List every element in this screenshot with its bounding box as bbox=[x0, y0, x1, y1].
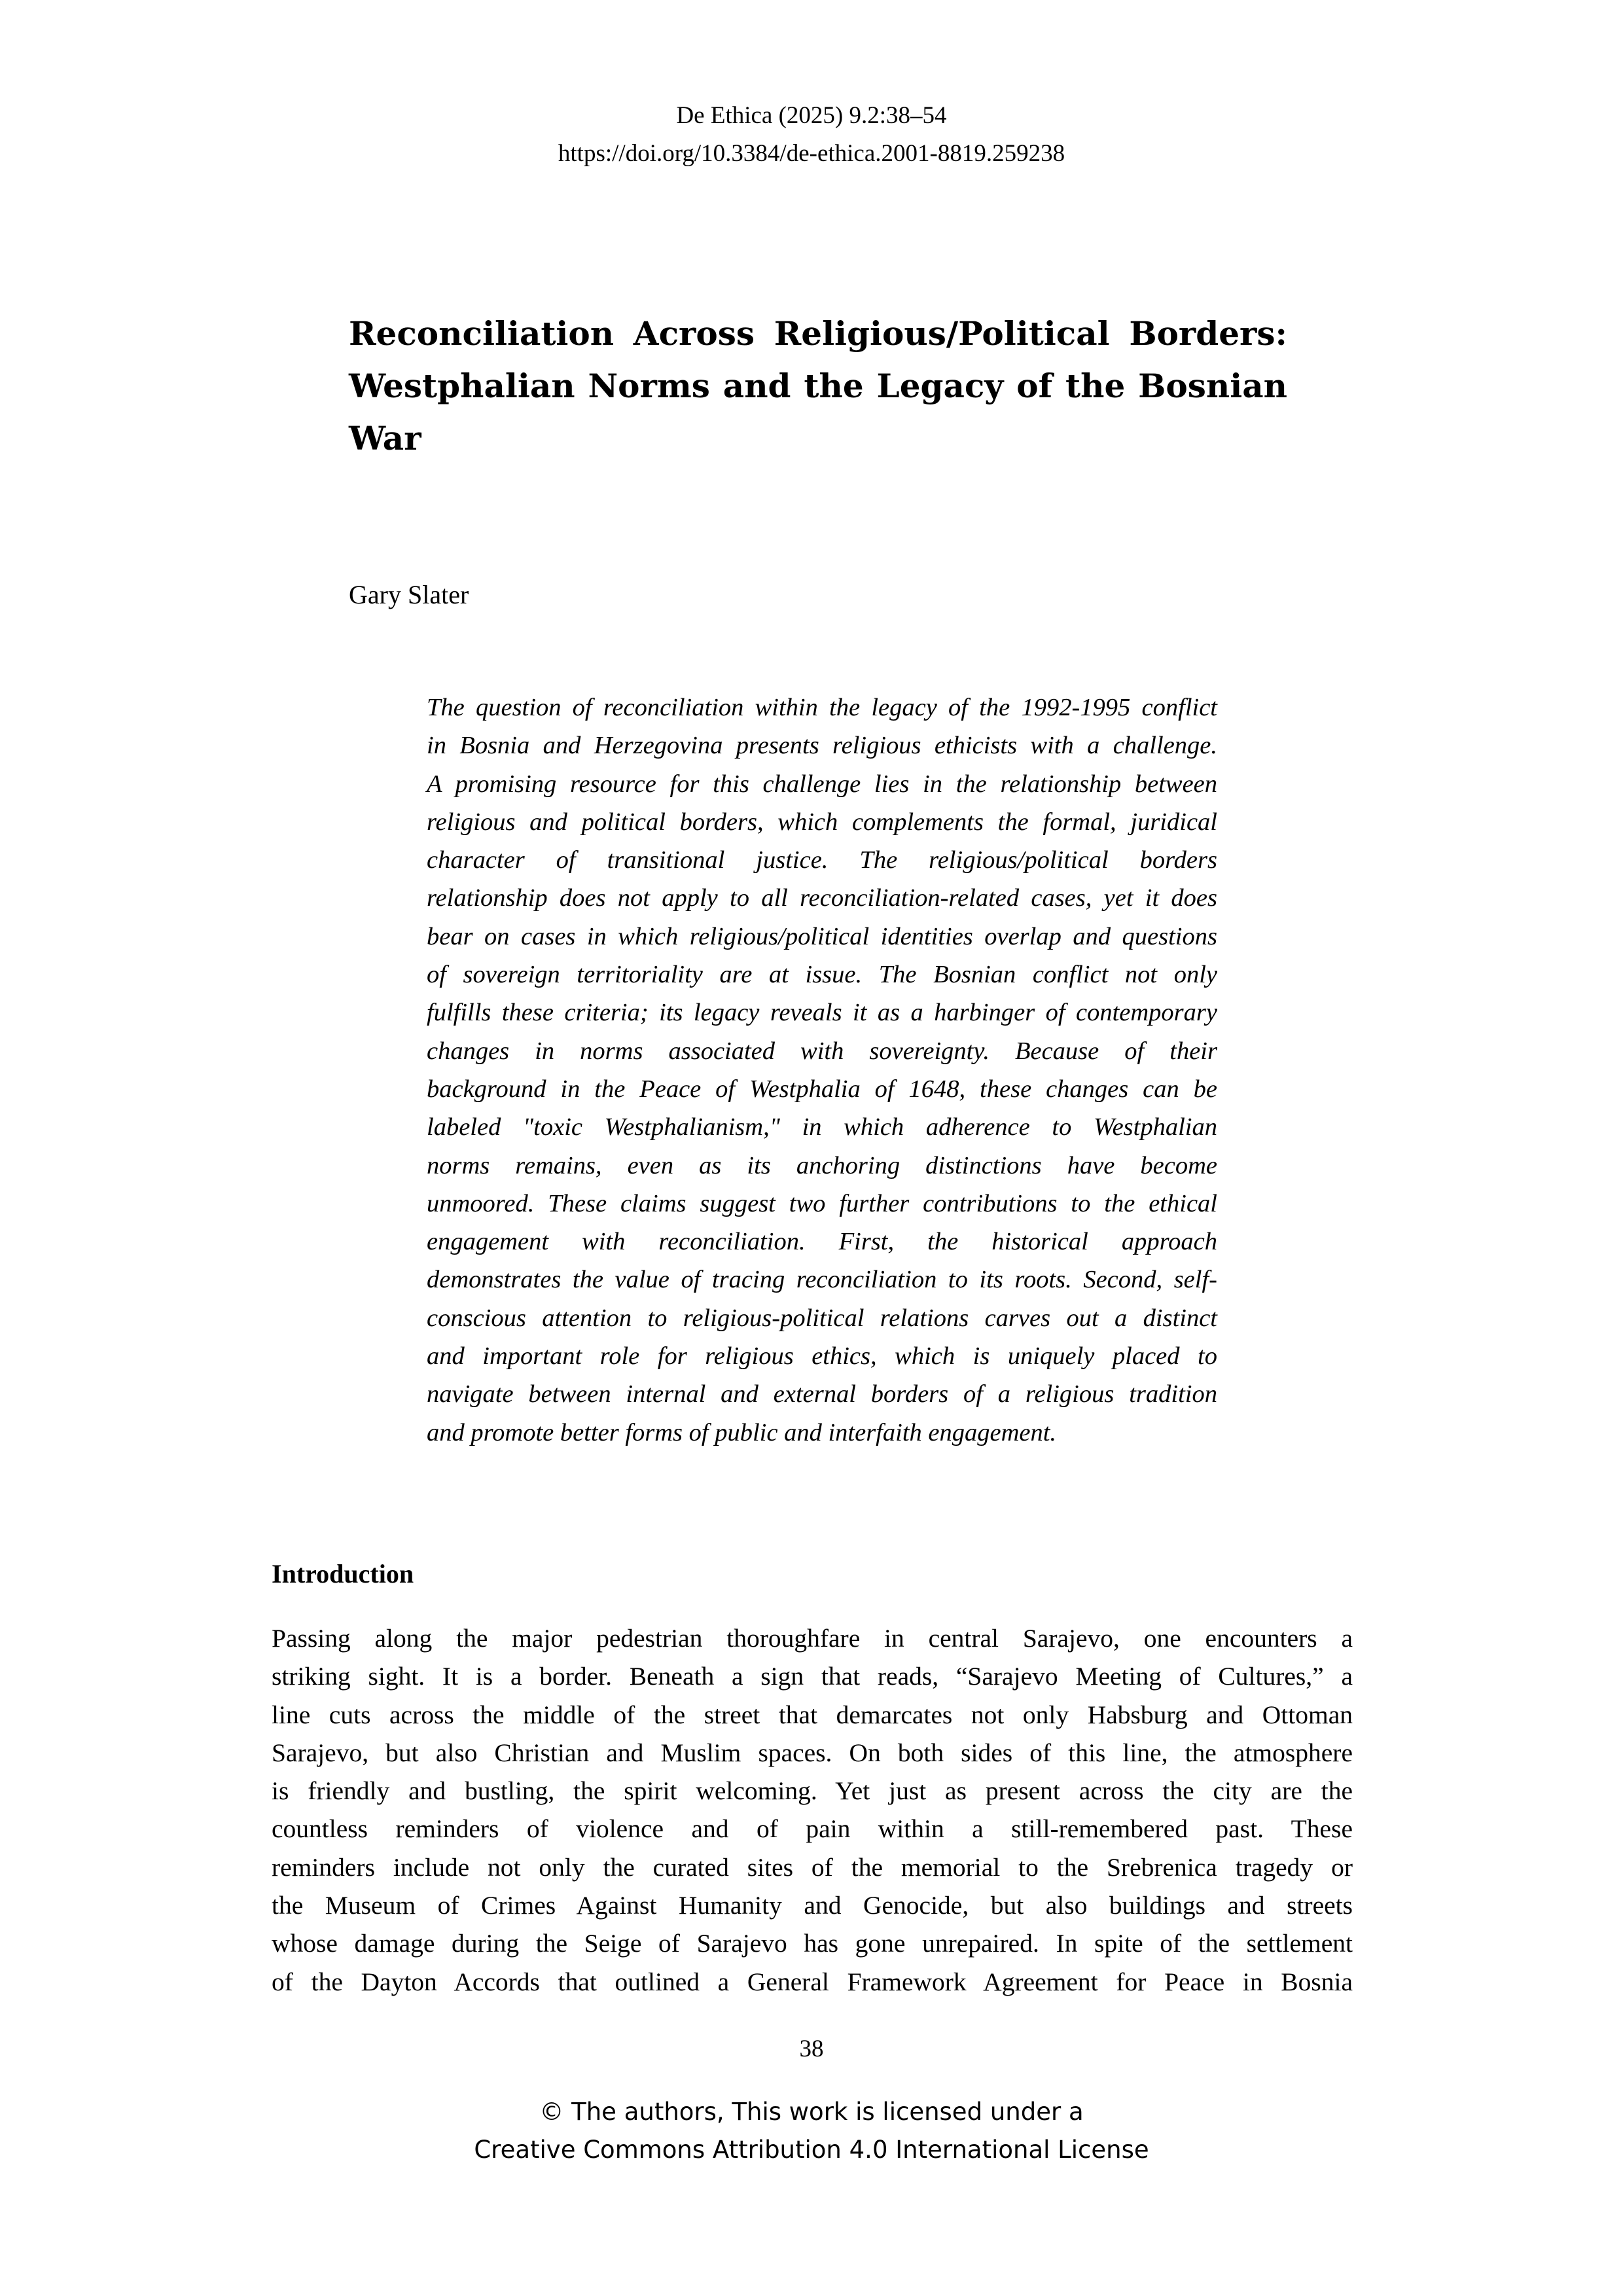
body-line: reminders include not only the curated sites of the memorial to the Srebrenica tragedy or bbox=[272, 1852, 1353, 1882]
abstract bbox=[427, 689, 1217, 1452]
abstract-line: relationship does not apply to all reconciliation-related cases, yet it does bbox=[427, 884, 1217, 912]
doi-link[interactable]: https://doi.org/10.3384/de-ethica.2001-8819.259238 bbox=[558, 140, 1065, 167]
running-header bbox=[0, 97, 1623, 173]
title-line: Reconciliation Across Religious/Political Borders: bbox=[349, 314, 1287, 353]
abstract-line: changes in norms associated with sovereignty. Because of their bbox=[427, 1037, 1217, 1065]
abstract-line: engagement with reconciliation. First, the historical approach bbox=[427, 1228, 1217, 1256]
abstract-line: conscious attention to religious-political relations carves out a distinct bbox=[427, 1304, 1217, 1332]
abstract-line: unmoored. These claims suggest two further contributions to the ethical bbox=[427, 1189, 1217, 1217]
page-number: 38 bbox=[799, 2036, 824, 2062]
body-line: whose damage during the Seige of Sarajevo has gone unrepaired. In spite of the settlement bbox=[272, 1929, 1353, 1958]
article-title bbox=[349, 308, 1287, 465]
abstract-line: and important role for religious ethics, which is uniquely placed to bbox=[427, 1342, 1217, 1371]
body-line: of the Dayton Accords that outlined a General Framework Agreement for Peace in Bosnia bbox=[272, 1967, 1353, 1996]
abstract-line: bear on cases in which religious/political identities overlap and questions bbox=[427, 922, 1217, 950]
abstract-line: labeled "toxic Westphalianism," in which adherence to Westphalian bbox=[427, 1113, 1217, 1141]
body-line: is friendly and bustling, the spirit welcoming. Yet just as present across the city are the bbox=[272, 1776, 1353, 1806]
author-name: Gary Slater bbox=[349, 580, 469, 609]
body-line: countless reminders of violence and of pain within a still-remembered past. These bbox=[272, 1814, 1353, 1844]
license-notice bbox=[0, 2093, 1623, 2169]
introduction-body bbox=[272, 1619, 1353, 2001]
abstract-line: norms remains, even as its anchoring distinctions have become bbox=[427, 1151, 1217, 1179]
abstract-line: background in the Peace of Westphalia of 1648, these changes can be bbox=[427, 1075, 1217, 1103]
abstract-line: The question of reconciliation within the legacy of the 1992-1995 conflict bbox=[427, 694, 1217, 721]
abstract-line: religious and political borders, which complements the formal, juridical bbox=[427, 808, 1217, 836]
title-line: War bbox=[349, 419, 421, 457]
journal-citation: De Ethica (2025) 9.2:38–54 bbox=[676, 102, 947, 129]
abstract-line: navigate between internal and external borders of a religious tradition bbox=[427, 1380, 1217, 1408]
title-line: Westphalian Norms and the Legacy of the Bosnian bbox=[349, 367, 1287, 405]
abstract-line: of sovereign territoriality are at issue. The Bosnian conflict not only bbox=[427, 961, 1217, 989]
body-line: line cuts across the middle of the street that demarcates not only Habsburg and Ottoman bbox=[272, 1700, 1353, 1729]
abstract-line: character of transitional justice. The religious/political borders bbox=[427, 846, 1217, 874]
section-heading-introduction: Introduction bbox=[272, 1559, 414, 1588]
body-line: striking sight. It is a border. Beneath a sign that reads, “Sarajevo Meeting of Cultures,” a bbox=[272, 1662, 1353, 1691]
abstract-line: demonstrates the value of tracing reconciliation to its roots. Second, self- bbox=[427, 1266, 1217, 1294]
license-link[interactable]: Creative Commons Attribution 4.0 International License bbox=[474, 2136, 1149, 2164]
copyright-line: © The authors, This work is licensed under a bbox=[539, 2098, 1084, 2126]
abstract-line: and promote better forms of public and interfaith engagement. bbox=[427, 1418, 1057, 1446]
abstract-line: A promising resource for this challenge lies in the relationship between bbox=[427, 770, 1217, 798]
abstract-line: fulfills these criteria; its legacy reveals it as a harbinger of contemporary bbox=[427, 999, 1217, 1027]
abstract-line: in Bosnia and Herzegovina presents religious ethicists with a challenge. bbox=[427, 732, 1217, 760]
body-line: Passing along the major pedestrian thoroughfare in central Sarajevo, one encounters a bbox=[272, 1624, 1353, 1653]
body-line: Sarajevo, but also Christian and Muslim spaces. On both sides of this line, the atmosphere bbox=[272, 1738, 1353, 1767]
body-line: the Museum of Crimes Against Humanity and Genocide, but also buildings and streets bbox=[272, 1891, 1353, 1920]
